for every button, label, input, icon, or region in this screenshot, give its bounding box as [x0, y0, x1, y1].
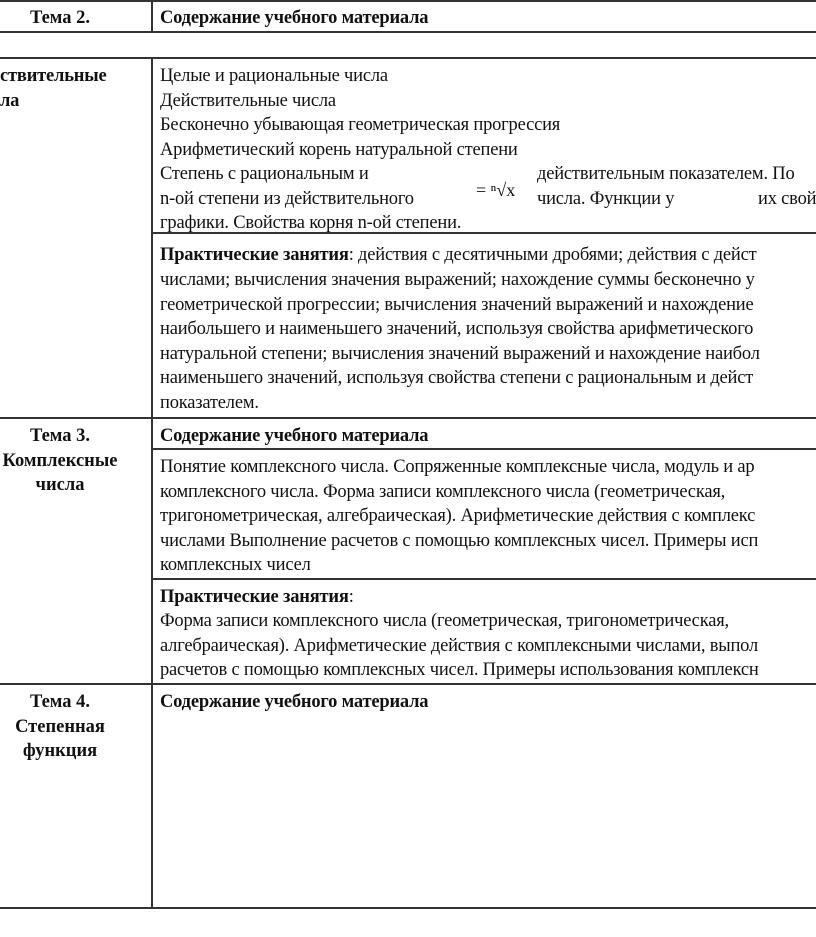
content-line: Бесконечно убывающая геометрическая прогрессия: [160, 115, 561, 135]
content-line: Целые и рациональные числа: [160, 66, 388, 86]
root-formula: = ⁿ√x: [476, 180, 516, 200]
content-line: Арифметический корень натуральной степени: [160, 139, 518, 160]
row1-practice-first: [160, 243, 757, 267]
content-line: Понятие комплексного числа. Сопряженные комплексные числа, модуль и ар: [160, 457, 755, 477]
topic-line: Комплексные: [2, 450, 118, 471]
power-line1-b: действительным показателем. По: [537, 164, 795, 184]
topic-line: Тема 3.: [29, 426, 91, 446]
practice-line: Форма записи комплексного числа (геометрическая, тригонометрическая,: [160, 611, 729, 631]
table-border: [0, 417, 816, 419]
practice-label: Практические занятия: [160, 587, 349, 607]
practice-line: натуральной степени; вычисления значений выражений и нахождение наибол: [160, 343, 760, 364]
row3-heading: Содержание учебного материала: [160, 426, 429, 446]
practice-colon: :: [348, 587, 354, 607]
table-border: [0, 57, 816, 59]
row1-topic-line: ла: [0, 91, 20, 111]
topic-line: числа: [35, 475, 85, 495]
content-line: тригонометрическая, алгебраическая). Арифметические действия с комплекс: [160, 506, 756, 526]
power-line2-a: n-ой степени из действительного: [160, 189, 414, 209]
header-content: Содержание учебного материала: [160, 8, 429, 28]
content-line: числами Выполнение расчетов с помощью комплексных чисел. Примеры исп: [160, 530, 759, 551]
table-border: [0, 683, 816, 685]
table-border: [151, 578, 816, 580]
practice-line: показателем.: [160, 393, 259, 413]
practice-text: : действия с десятичными дробями; действия с дейст: [348, 245, 757, 265]
topic-line: Тема 4.: [29, 692, 91, 712]
practice-line: геометрической прогрессии; вычисления значений выражений и нахождение: [160, 294, 754, 315]
power-line2-c: их свой: [758, 189, 816, 209]
power-line2-b: числа. Функции y: [537, 189, 675, 209]
power-line1-a: Степень с рациональным и: [160, 164, 369, 184]
topic-line: функция: [22, 741, 98, 761]
content-line: комплексного числа. Форма записи комплексного числа (геометрическая,: [160, 481, 726, 502]
row3-practice-heading: [160, 585, 354, 609]
table-border-bottom: [0, 907, 816, 909]
practice-label: Практические занятия: [160, 245, 349, 265]
table-border-top: [0, 0, 816, 2]
practice-line: алгебраическая). Арифметические действия с комплексными числами, выпол: [160, 635, 759, 656]
topic-line: Степенная: [15, 716, 105, 737]
practice-line: расчетов с помощью комплексных чисел. Примеры использования комплексн: [160, 660, 759, 680]
row1-topic-line: ствительные: [0, 66, 107, 86]
content-line: комплексных чисел: [160, 555, 311, 575]
practice-line: числами; вычисления значения выражений; нахождение суммы бесконечно у: [160, 270, 755, 290]
header-topic: Тема 2.: [29, 8, 91, 28]
practice-line: наибольшего и наименьшего значений, используя свойства арифметического: [160, 319, 754, 340]
content-line: Действительные числа: [160, 90, 336, 111]
table-border: [151, 448, 816, 450]
practice-line: наименьшего значений, используя свойства степени с рациональным и дейст: [160, 368, 754, 389]
row4-heading: Содержание учебного материала: [160, 692, 429, 712]
table-border: [0, 31, 816, 33]
power-line3: графики. Свойства корня n-ой степени.: [160, 213, 462, 233]
